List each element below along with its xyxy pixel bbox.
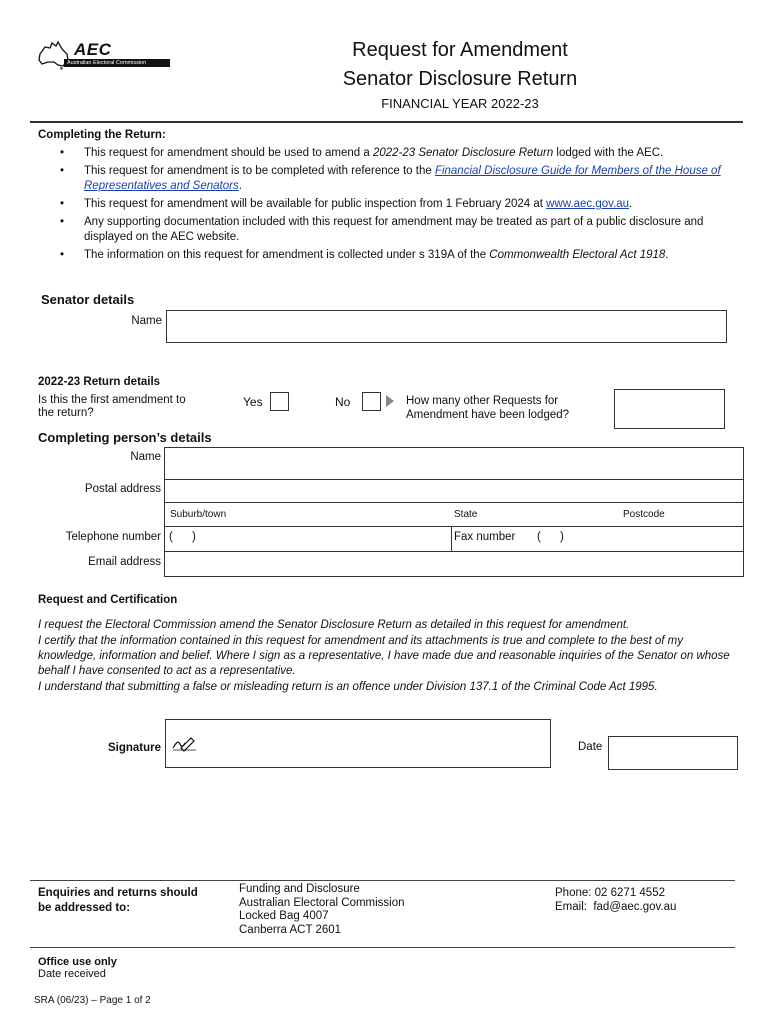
no-checkbox[interactable]: [362, 392, 381, 411]
postal-address-label: Postal address: [84, 483, 161, 495]
date-received-label: Date received: [38, 968, 106, 980]
date-field[interactable]: [608, 736, 738, 770]
senator-name-field[interactable]: [166, 310, 727, 343]
list-item: • This request for amendment is to be completed with reference to the Financial Disclosure Guide for Members of the House of Representatives and Senators.: [38, 164, 738, 194]
person-details-heading: Completing person’s details: [38, 430, 212, 445]
state-label: State: [454, 509, 478, 520]
email-field[interactable]: [166, 551, 742, 575]
list-item: • Any supporting documentation included with this request for amendment may be treated as part of a public disclosure and displayed on the AEC website.: [38, 215, 738, 245]
return-details-heading: 2022-23 Return details: [38, 376, 161, 388]
postcode-label: Postcode: [623, 509, 665, 520]
list-item: • The information on this request for amendment is collected under s 319A of the Commonwealth Electoral Act 1918.: [38, 248, 728, 263]
date-label: Date: [578, 741, 603, 753]
financial-year: FINANCIAL YEAR 2022-23: [381, 96, 539, 111]
address-line: Australian Electoral Commission: [239, 896, 405, 909]
certification-offence-notice: I understand that submitting a false or misleading return is an offence under Division 137.1 of the Criminal Code Act 1995.: [38, 681, 658, 693]
fax-field[interactable]: ( ): [537, 531, 564, 543]
telephone-label: Telephone number: [65, 531, 161, 543]
arrow-right-icon: [385, 394, 395, 408]
person-name-field[interactable]: [166, 449, 742, 478]
person-name-label: Name: [130, 451, 161, 463]
enquiries-bottom-rule: [30, 947, 735, 948]
fax-number-label: Fax number: [454, 531, 516, 543]
email-label: Email address: [88, 556, 161, 568]
title-line-2: Senator Disclosure Return: [342, 68, 578, 90]
enquiries-label: Enquiries and returns should be addressed to:: [38, 887, 198, 914]
certification-request: I request the Electoral Commission amend the Senator Disclosure Return as detailed in this request for amendment.: [38, 619, 630, 631]
telephone-field[interactable]: ( ): [169, 531, 196, 543]
aec-logo: [36, 40, 176, 72]
first-amendment-question: Is this the first amendment to the return?: [38, 394, 186, 419]
enquiries-phone: Phone: 02 6271 4552: [555, 887, 665, 899]
aec-website-link[interactable]: www.aec.gov.au: [546, 198, 630, 210]
senator-details-heading: Senator details: [41, 292, 135, 307]
list-item: • This request for amendment should be used to amend a 2022-23 Senator Disclosure Return lodged with the AEC.: [38, 146, 748, 161]
certification-heading: Request and Certification: [38, 594, 178, 606]
other-requests-count-field[interactable]: [614, 389, 725, 429]
certification-statement: I certify that the information contained in this request for amendment and its attachments is true and complete to the best of my knowledge, information and belief. Where I sign as a representative, I have made due and reasonable inquiries of the Senator on whose behalf I have consented to act as a representative.: [38, 635, 730, 677]
yes-checkbox[interactable]: [270, 392, 289, 411]
office-use-heading: Office use only: [38, 956, 117, 968]
list-item: • This request for amendment will be available for public inspection from 1 February 2024 at www.aec.gov.au.: [38, 197, 748, 212]
completing-heading: Completing the Return:: [38, 129, 166, 141]
enquiries-top-rule: [30, 880, 735, 881]
suburb-label: Suburb/town: [170, 509, 227, 520]
enquiries-email[interactable]: Email: fad@aec.gov.au: [555, 901, 677, 913]
guide-link[interactable]: Financial Disclosure Guide for Members of the House of Representatives and Senators: [84, 165, 721, 192]
header-rule: [30, 121, 743, 123]
senator-name-label: Name: [131, 315, 162, 327]
address-line: Funding and Disclosure: [239, 883, 360, 895]
pen-signature-icon: [171, 734, 197, 752]
other-requests-question: How many other Requests for Amendment have been lodged?: [406, 395, 570, 421]
logo-text: AEC: [74, 40, 112, 59]
address-line: Locked Bag 4007: [239, 910, 329, 922]
form-title: [290, 36, 630, 94]
signature-label: Signature: [107, 742, 161, 754]
completing-instructions: [38, 146, 748, 266]
enquiries-address: [239, 883, 405, 937]
logo-subtitle: Australian Electoral Commission: [64, 59, 170, 67]
enquiries-contact: [555, 886, 676, 914]
yes-label: Yes: [243, 395, 263, 409]
page-footer: SRA (06/23) – Page 1 of 2: [34, 995, 151, 1006]
address-line: Canberra ACT 2601: [239, 923, 342, 936]
signature-field[interactable]: [165, 719, 551, 768]
postal-address-field[interactable]: [166, 479, 742, 501]
title-line-1: Request for Amendment: [352, 39, 568, 61]
no-label: No: [335, 395, 351, 409]
